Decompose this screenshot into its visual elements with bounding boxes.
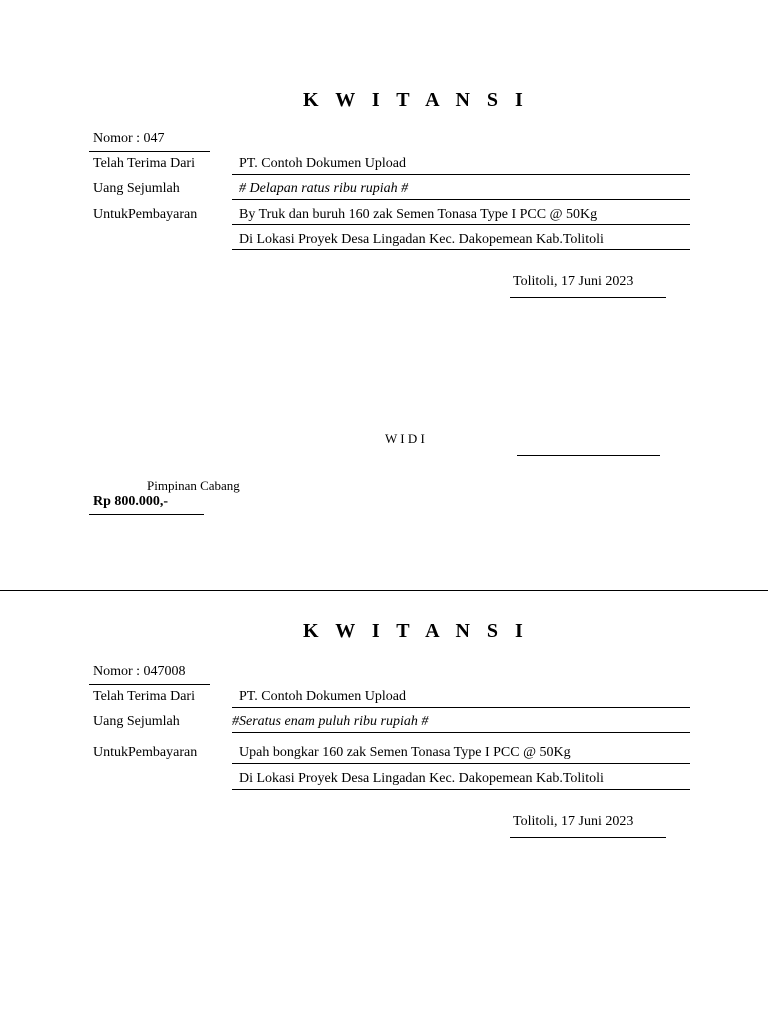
cut-separator [0,590,768,591]
receipt-1-untuk-value-2: Di Lokasi Proyek Desa Lingadan Kec. Dakopemean Kab.Tolitoli [239,232,604,247]
untuk-underline-2 [232,789,690,790]
untuk-underline-1 [232,763,690,764]
receipt-2-date: Tolitoli, 17 Juni 2023 [513,814,634,829]
receipt-1-date: Tolitoli, 17 Juni 2023 [513,274,634,289]
receipt-1-title: K W I T A N S I [303,89,529,111]
date-underline [510,297,666,298]
receipt-2-untuk-label: UntukPembayaran [93,745,198,760]
untuk-underline-1 [232,224,690,225]
amount-underline [89,514,204,515]
receipt-2-untuk-value-2: Di Lokasi Proyek Desa Lingadan Kec. Dakopemean Kab.Tolitoli [239,771,604,786]
receipt-1-amount: Rp 800.000,- [93,494,169,509]
receipt-1-untuk-value-1: By Truk dan buruh 160 zak Semen Tonasa Type I PCC @ 50Kg [239,207,598,222]
receipt-1-untuk-label: UntukPembayaran [93,207,198,222]
untuk-underline-2 [232,249,690,250]
receipt-1-position: Pimpinan Cabang [147,478,240,493]
jumlah-underline [232,732,690,733]
signature-line [517,455,660,456]
receipt-2-nomor: Nomor : 047008 [93,664,186,679]
date-underline [510,837,666,838]
receipt-2-title: K W I T A N S I [303,620,529,642]
receipt-2-terima-label: Telah Terima Dari [93,689,195,704]
receipt-1-terima-value: PT. Contoh Dokumen Upload [239,156,406,171]
receipt-1-jumlah-label: Uang Sejumlah [93,181,180,196]
receipt-2-jumlah-label: Uang Sejumlah [93,714,180,729]
nomor-underline [89,151,210,152]
receipt-1-signer: W I D I [385,431,425,446]
receipt-1-nomor: Nomor : 047 [93,131,165,146]
receipt-2-terima-value: PT. Contoh Dokumen Upload [239,689,406,704]
receipt-2-untuk-value-1: Upah bongkar 160 zak Semen Tonasa Type I PCC @ 50Kg [239,745,571,760]
nomor-underline [89,684,210,685]
receipt-1-terima-label: Telah Terima Dari [93,156,195,171]
terima-underline [232,707,690,708]
receipt-2-jumlah-value: #Seratus enam puluh ribu rupiah # [232,714,429,729]
jumlah-underline [232,199,690,200]
terima-underline [232,174,690,175]
receipt-1-jumlah-value: # Delapan ratus ribu rupiah # [239,181,409,196]
